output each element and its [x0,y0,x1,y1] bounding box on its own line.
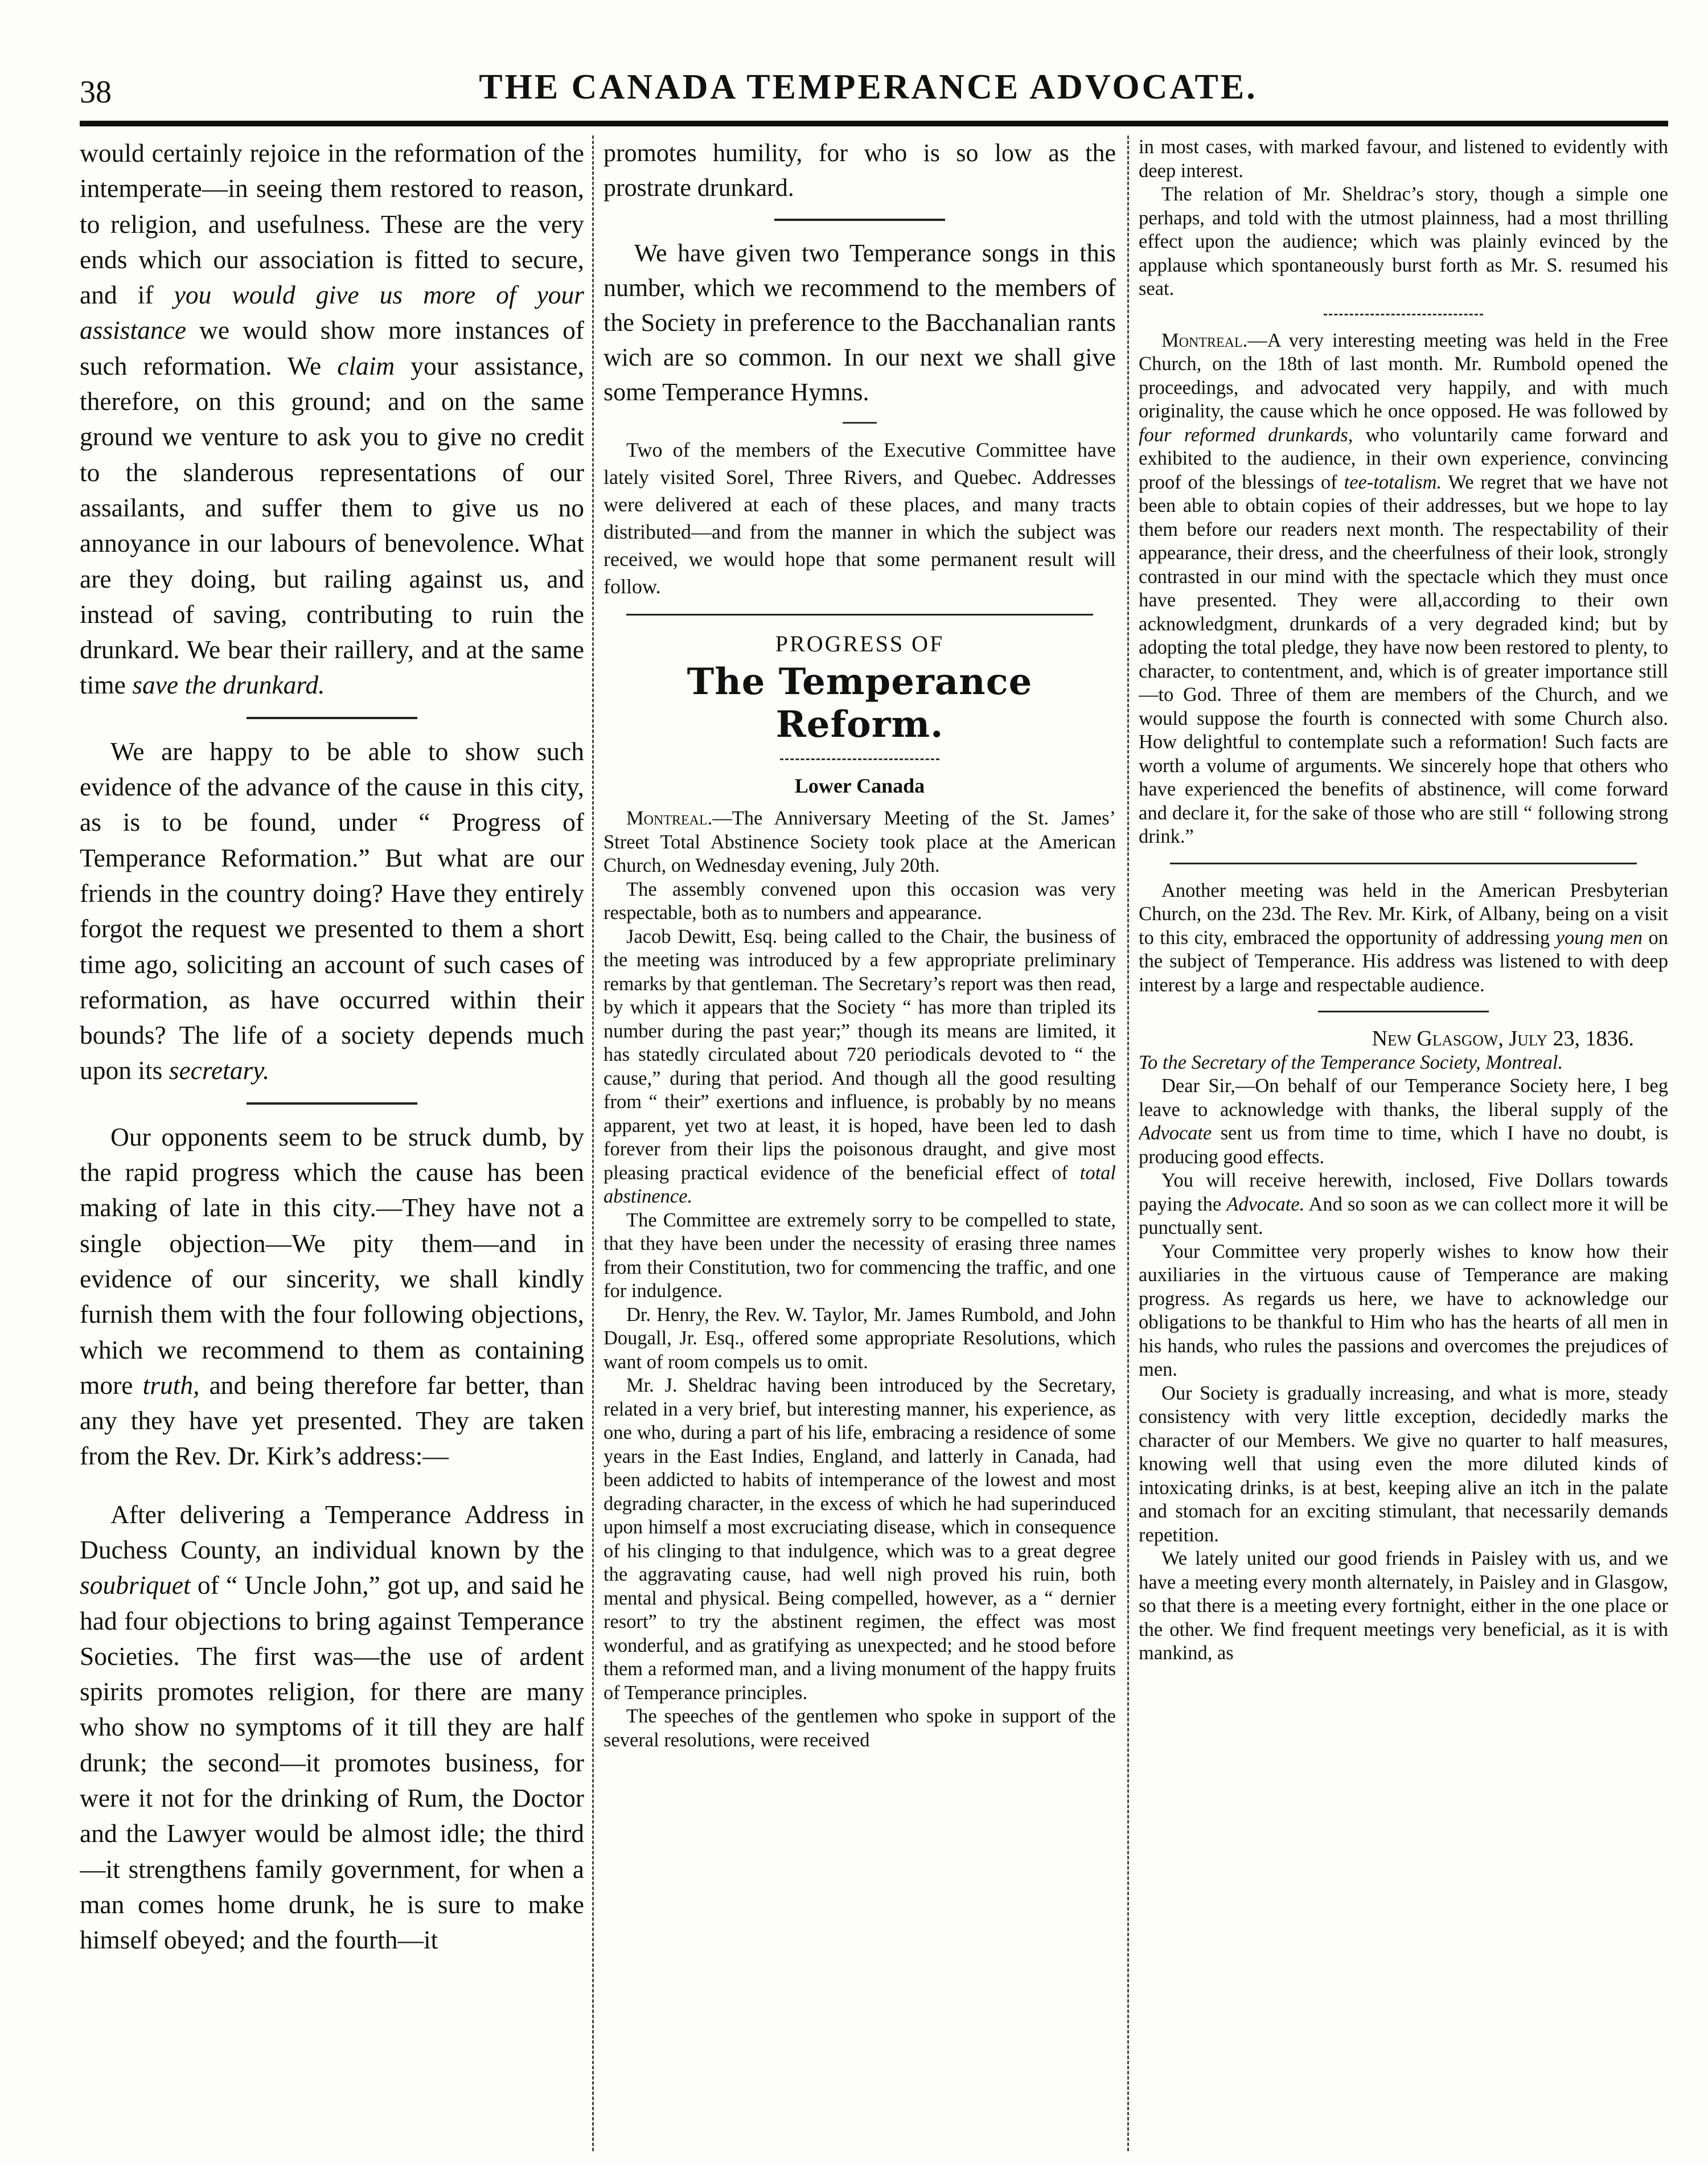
report-paragraph: The assembly convened upon this occasion was very respectable, both as to numbers and appearance. [603,878,1116,924]
article-paragraph: After delivering a Temperance Address in Duchess County, an individual known by the soubriquet of “ Uncle John,” got up, and said he had four objections to bring against Temperance Societies. The first was—the use of ardent spirits promotes religion, for there are many who show no symptoms of it till they are half drunk; the second—it promotes business, for were it not for the drinking of Rum, the Doctor and the Lawyer would be almost idle; the third—it strengthens family government, for when a man comes home drunk, he is sure to make himself obeyed; and the fourth—it [80,1499,584,1955]
masthead [68,67,1668,118]
report-paragraph: Dr. Henry, the Rev. W. Taylor, Mr. James Rumbold, and John Dougall, Jr. Esq., offered some appropriate Resolutions, which want of room compels us to omit. [603,1303,1116,1373]
masthead-rule [80,121,1668,126]
report-paragraph: The Committee are extremely sorry to be compelled to state, that they have been under the necessity of erasing three names from their Constitution, two for commencing the traffic, and one for indulgence. [603,1209,1116,1302]
article-divider [1324,314,1483,315]
section-divider [626,614,1093,616]
article-paragraph: promotes humility, for who is so low as the prostrate drunkard. [603,139,1116,202]
article-paragraph: We have given two Temperance songs in this number, which we recommend to the members of the Society in preference to the Bacchanalian rants wich are so common. In our next we shall give some Temperance Hymns. [603,239,1116,406]
letter-paragraph: Dear Sir,—On behalf of our Temperance Society here, I beg leave to acknowledge with thanks, the liberal supply of the Advocate sent us from time to time, which I have no doubt, is producing good effects. [1139,1075,1668,1168]
letter-paragraph: You will receive herewith, inclosed, Five Dollars towards paying the Advocate. And so soon as we can collect more it will be punctually sent. [1139,1170,1668,1238]
column-separator [1127,136,1129,2151]
letter-dateline: New Glasgow, July 23, 1836. [1372,1027,1634,1051]
report-paragraph: in most cases, with marked favour, and listened to evidently with deep interest. [1139,136,1668,182]
article-divider [1318,1011,1489,1012]
article-divider [774,219,945,221]
article-divider [247,1102,417,1105]
article-divider [247,717,417,719]
section-heading: The Temperance Reform. [687,661,1033,746]
report-paragraph: Jacob Dewitt, Esq. being called to the Chair, the business of the meeting was introduced by a few appropriate preliminary remarks by that gentleman. The Secretary’s report was then read, by which it appears that the Society “ has more than tripled its number during the past year;” though its means are limited, it has statedly circulated about 720 periodicals devoted to “ the cause,” during that period. And though all the good resulting from “ their” exertions and influence, is probably by no means apparent, yet two at least, it is hoped, have been led to dash forever from their lips the poisonous draught, and give most pleasing practical evidence of the beneficial effect of total abstinence. [603,925,1116,1207]
article-paragraph: Our opponents seem to be struck dumb, by the rapid progress which the cause has been making of late in this city.—They have not a single objection—We pity them—and in evidence of our sincerity, we shall kindly furnish them with the four following objections, which we recommend to them as containing more truth, and being therefore far better, than any they have yet presented. They are taken from the Rev. Dr. Kirk’s address:— [80,1122,584,1471]
article-paragraph: We are happy to be able to show such evidence of the advance of the cause in this city, as is to be found, under “ Progress of Temperance Reformation.” But what are our friends in the country doing? Have they entirely forgot the request we presented to them a short time ago, soliciting an account of such cases of reformation, as have occurred within their bounds? The life of a society depends much upon its secretary. [80,736,584,1085]
article-paragraph: would certainly rejoice in the reformation of the intemperate—in seeing them restored to reason, to religion, and usefulness. These are the very ends which our association is fitted to secure, and if you would give us more of your assistance we would show more instances of such reformation. We claim your assistance, therefore, on this ground; and on the same ground we venture to ask you to give no credit to the slanderous representations of our assailants, and suffer them to give us no annoyance in our labours of benevolence. What are they doing, but railing against us, and instead of saving, contributing to ruin the drunkard. We bear their raillery, and at the same time save the drunkard. [80,138,584,700]
newspaper-title: THE CANADA TEMPERANCE ADVOCATE. [479,68,1258,106]
article-divider [1170,863,1637,864]
report-paragraph: The relation of Mr. Sheldrac’s story, though a simple one perhaps, and told with the utmost plainness, had a most thrilling effect upon the audience; which was plainly evinced by the applause which spontaneously burst forth as Mr. S. resumed his seat. [1139,183,1668,300]
report-paragraph: Mr. J. Sheldrac having been introduced by the Secretary, related in a very brief, but interesting manner, his experience, as one who, during a part of his life, embracing a residence of some years in the East Indies, England, and latterly in Canada, had been addicted to habits of intemperance of the lowest and most degrading character, in the excess of which he had superinduced upon himself a most excruciating disease, which in consequence of his clinging to that indulgence, which was to a great degree the aggravating cause, had well nigh proved his ruin, both mental and physical. Being compelled, however, as a “ dernier resort” to try the abstinent regimen, the effect was most wonderful, and as gratifying as unexpected; and he stood before them a reformed man, and a living monument of the happy fruits of Temperance principles. [603,1375,1116,1704]
report-paragraph: The speeches of the gentlemen who spoke in support of the several resolutions, were received [603,1705,1116,1751]
column-2 [603,136,1116,1752]
article-paragraph: Two of the members of the Executive Committee have lately visited Sorel, Three Rivers, and Quebec. Addresses were delivered at each of these places, and many tracts distributed—and from the manner in which the subject was received, we would hope that some permanent result will follow. [603,438,1116,598]
page-number: 38 [80,75,112,110]
letter-paragraph: We lately united our good friends in Paisley with us, and we have a meeting every month alternately, in Paisley and in Glasgow, so that there is a meeting every fortnight, either in the one place or the other. We find frequent meetings very beneficial, as it is with mankind, as [1139,1548,1668,1664]
column-separator [592,136,594,2151]
report-paragraph: Another meeting was held in the American Presbyterian Church, on the 23d. The Rev. Mr. Kirk, of Albany, being on a visit to this city, embraced the opportunity of addressing young men on the subject of Temperance. His address was listened to with deep interest by a large and respectable audience. [1139,879,1668,996]
section-kicker: PROGRESS OF [775,631,945,657]
column-1 [80,136,584,1958]
letter-paragraph: Our Society is gradually increasing, and what is more, steady consistency with very little exception, decidedly marks the character of our Members. We give no quarter to half measures, knowing well that using even the more diluted kinds of intoxicating drinks, is at best, keeping alive an itch in the palate and stomach for an exciting stimulant, that necessarily demands repetition. [1139,1382,1668,1546]
section-region: Lower Canada [794,774,925,797]
letter-paragraph: Your Committee very properly wishes to know how their auxiliaries in the virtuous cause of Temperance are making progress. As regards us here, we have to acknowledge our obligations to be thankful to Him who has the hearts of all men in his hands, who rules the passions and overcomes the prejudices of men. [1139,1240,1668,1380]
column-3 [1139,136,1668,1665]
report-paragraph: Montreal.—A very interesting meeting was held in the Free Church, on the 18th of last month. Mr. Rumbold opened the proceedings, and advocated very happily, and with much originality, the cause which he once opposed. He was followed by four reformed drunkards, who voluntarily came forward and exhibited to the audience, in their own experience, convincing proof of the blessings of tee-totalism. We regret that we have not been able to obtain copies of their addresses, but we hope to lay them before our readers next month. The respectability of their appearance, their dress, and the cheerfulness of their look, strongly contrasted in our mind with the spectacle which they must once have presented. They were all,according to their own acknowledgment, drunkards of a very degraded kind; but by adopting the total pledge, they have now been restored to plenty, to character, to contentment, and, which is of greater importance still—to God. Three of them are members of the Church, and we would suppose the fourth is connected with some Church also. How delightful to contemplate such a reformation! Such facts are worth a volume of arguments. We sincerely hope that others who have experienced the benefits of abstinence, will come forward and declare it, for the sake of those who are still “ following strong drink.” [1139,329,1668,847]
report-paragraph: Montreal.—The Anniversary Meeting of the St. James’ Street Total Abstinence Society took place at the American Church, on Wednesday evening, July 20th. [603,807,1116,876]
section-divider [780,758,939,760]
letter-addressee: To the Secretary of the Temperance Society, Montreal. [1139,1051,1563,1073]
